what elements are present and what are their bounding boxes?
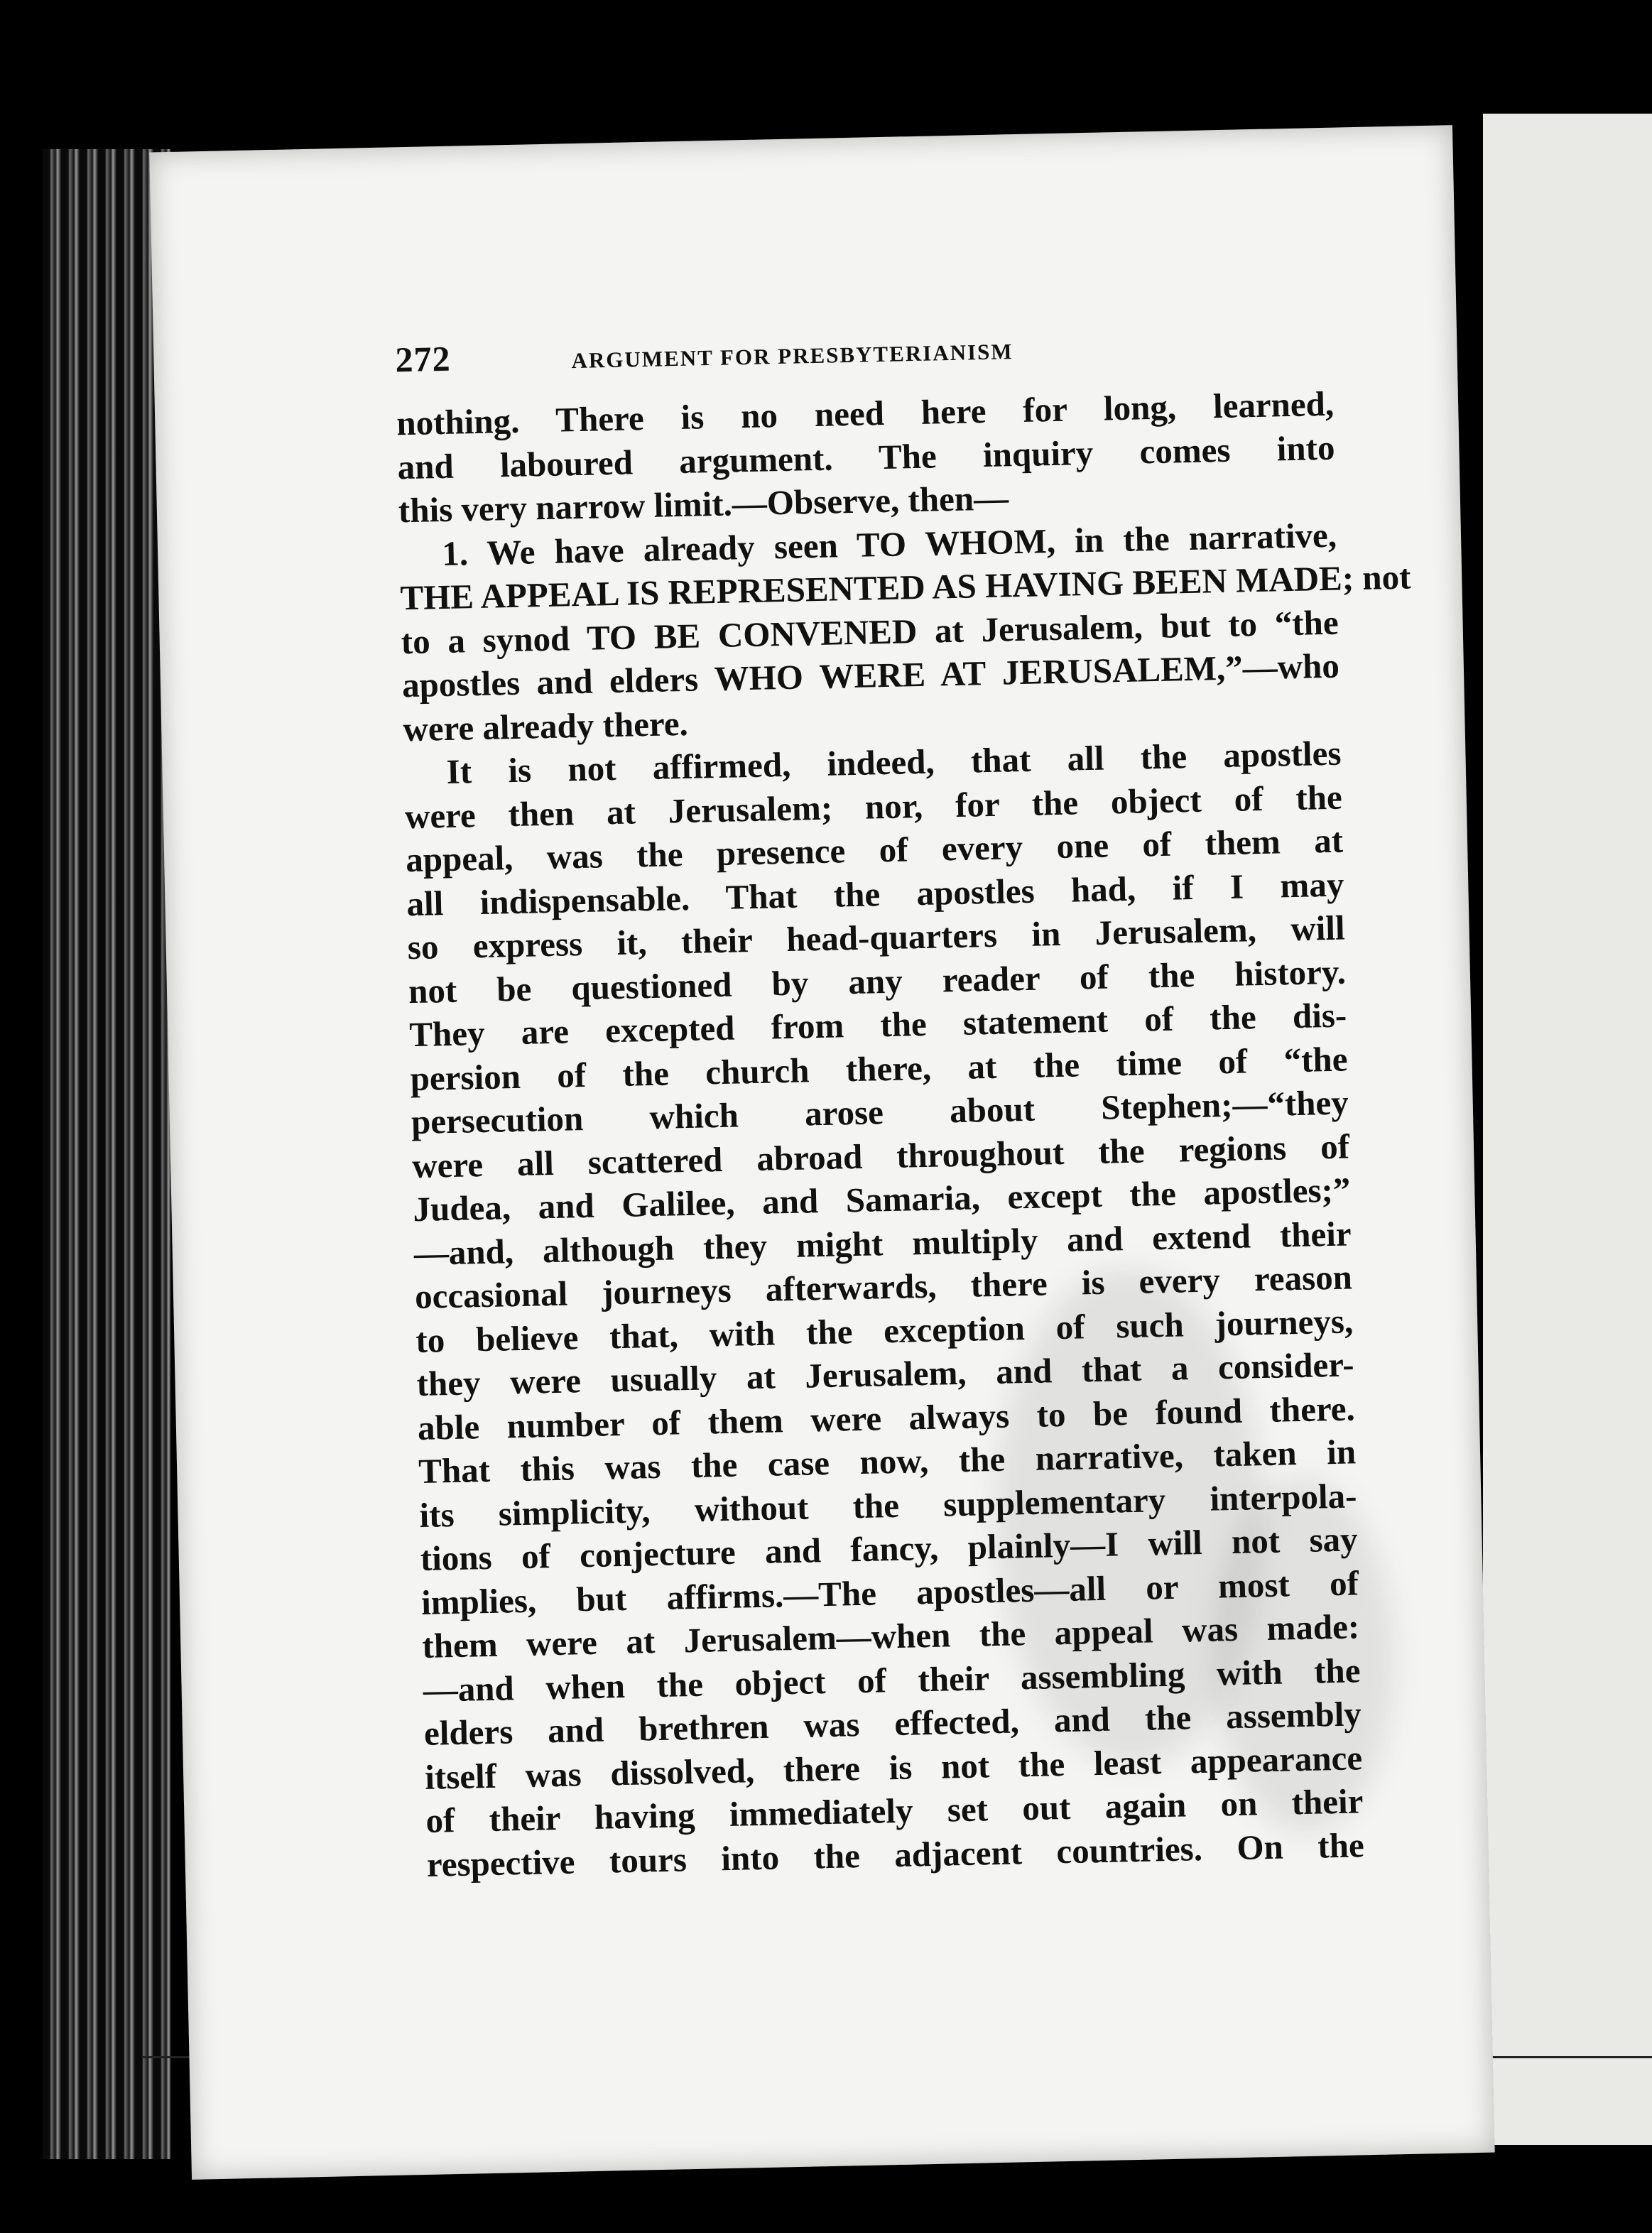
text-line: occasional journeys afterwards, there is every reason xyxy=(414,1257,1353,1317)
text-line: persecution which arose about Stephen;—“they xyxy=(411,1082,1349,1142)
text-line: this very narrow limit.—Observe, then— xyxy=(398,478,1009,531)
text-line: It is not affirmed, indeed, that all the apostles xyxy=(446,733,1342,791)
text-line: so express it, their head-quarters in Jerusalem, will xyxy=(407,908,1346,967)
text-line: respective tours into the adjacent countries. On the xyxy=(426,1825,1365,1884)
text-line: were then at Jerusalem; nor, for the object of the xyxy=(404,777,1343,836)
page-number: 272 xyxy=(394,338,452,380)
text-line: were already there. xyxy=(402,703,689,749)
text-line: them were at Jerusalem—when the appeal was made: xyxy=(421,1607,1360,1666)
page-content xyxy=(394,320,1411,1886)
book-edge-stack xyxy=(43,149,170,2159)
text-line: to believe that, with the exception of such journeys, xyxy=(415,1300,1354,1360)
text-line: 1. We have already seen TO WHOM, in the narrative, xyxy=(441,515,1337,573)
body-text xyxy=(396,382,1411,1886)
running-head xyxy=(395,320,1333,389)
text-line: implies, but affirms.—The apostles—all or most of xyxy=(420,1563,1359,1622)
facing-page-edge xyxy=(1483,114,1652,2145)
text-line: —and, although they might multiply and extend their xyxy=(413,1213,1352,1273)
text-line: elders and brethren was effected, and the assembly xyxy=(423,1694,1362,1753)
text-line: That this was the case now, the narrative, taken in xyxy=(418,1432,1357,1491)
text-line: apostles and elders WHO WERE AT JERUSALEM,”—who xyxy=(401,646,1340,705)
running-title: ARGUMENT FOR PRESBYTERIANISM xyxy=(571,339,1014,374)
book-page xyxy=(149,125,1494,2180)
text-line: to a synod TO BE CONVENED at Jerusalem, but to “the xyxy=(401,602,1339,661)
text-line: able number of them were always to be found there. xyxy=(417,1388,1356,1447)
text-line: appeal, was the presence of every one of them at xyxy=(405,820,1344,880)
text-line: all indispensable. That the apostles had, if I may xyxy=(406,864,1344,923)
text-line: itself was dissolved, there is not the least appearance xyxy=(424,1737,1363,1797)
text-line: tions of conjecture and fancy, plainly—I will not say xyxy=(420,1519,1359,1578)
text-line: not be questioned by any reader of the history. xyxy=(408,952,1347,1011)
text-line: nothing. There is no need here for long, learned, xyxy=(396,384,1335,443)
text-line: They are excepted from the statement of the dis- xyxy=(408,995,1347,1055)
text-line: and laboured argument. The inquiry comes into xyxy=(397,428,1335,487)
text-line: persion of the church there, at the time of “the xyxy=(410,1038,1348,1098)
text-line: Judea, and Galilee, and Samaria, except the apostles;” xyxy=(412,1170,1351,1229)
text-line: they were usually at Jerusalem, and that a consider- xyxy=(416,1344,1354,1404)
text-line: were all scattered abroad throughout the regions of xyxy=(411,1126,1350,1185)
text-line: its simplicity, without the supplementary interpola- xyxy=(418,1475,1357,1535)
text-line: of their having immediately set out again on their xyxy=(425,1781,1364,1840)
text-line: THE APPEAL IS REPRESENTED AS HAVING BEEN MADE; not xyxy=(399,557,1411,618)
text-line: —and when the object of their assembling with the xyxy=(423,1650,1362,1710)
